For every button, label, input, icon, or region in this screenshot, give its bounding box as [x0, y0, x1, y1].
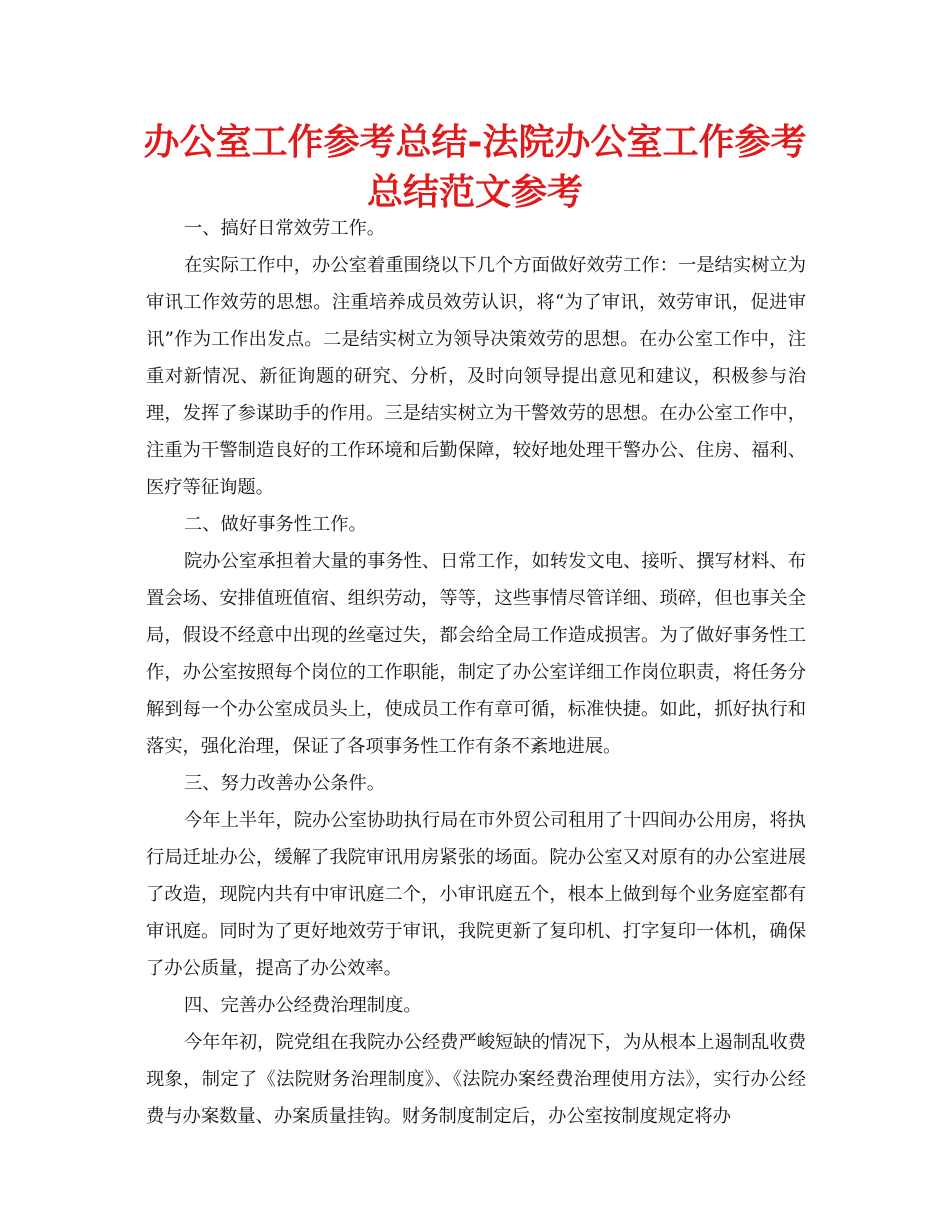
paragraph-3: 今年上半年，院办公室协助执行局在市外贸公司租用了十四间办公用房，将执行局迁址办公，缓解了我院审讯用房紧张的场面。院办公室又对原有的办公室进展了改造，现院内共有中审讯庭二个，小审讯庭五个，根本上做到每个业务庭室都有审讯庭。同时为了更好地效劳于审讯，我院更新了复印机、打字复印一体机，确保了办公质量，提高了办公效率。	[146, 810, 806, 979]
section-heading-4: 四、完善办公经费治理制度。	[184, 995, 422, 1016]
paragraph-4: 今年年初，院党组在我院办公经费严峻短缺的情况下，为从根本上遏制乱收费现象，制定了《法院财务治理制度》、《法院办案经费治理使用方法》，实行办公经费与办案数量、办案质量挂钩。财务制度制定后，办公室按制度规定将办	[146, 1032, 806, 1127]
section-heading-3: 三、努力改善办公条件。	[184, 773, 386, 794]
section-heading-1: 一、搞好日常效劳工作。	[184, 218, 386, 239]
document-body	[146, 210, 806, 1135]
paragraph-2: 院办公室承担着大量的事务性、日常工作，如转发文电、接听、撰写材料、布置会场、安排值班值宿、组织劳动，等等，这些事情尽管详细、琐碎，但也事关全局，假设不经意中出现的丝毫过失，都会给全局工作造成损害。为了做好事务性工作，办公室按照每个岗位的工作职能，制定了办公室详细工作岗位职责，将任务分解到每一个办公室成员头上，使成员工作有章可循，标准快捷。如此，抓好执行和落实，强化治理，保证了各项事务性工作有条不紊地进展。	[146, 551, 806, 757]
paragraph-1: 在实际工作中，办公室着重围绕以下几个方面做好效劳工作：一是结实树立为审讯工作效劳的思想。注重培养成员效劳认识，将“为了审讯，效劳审讯，促进审讯”作为工作出发点。二是结实树立为领导决策效劳的思想。在办公室工作中，注重对新情况、新征询题的研究、分析，及时向领导提出意见和建议，积极参与治理，发挥了参谋助手的作用。三是结实树立为干警效劳的思想。在办公室工作中，注重为干警制造良好的工作环境和后勤保障，较好地处理干警办公、住房、福利、医疗等征询题。	[146, 255, 806, 498]
document-title: 办公室工作参考总结-法院办公室工作参考总结范文参考	[143, 122, 807, 213]
section-heading-2: 二、做好事务性工作。	[184, 514, 367, 535]
